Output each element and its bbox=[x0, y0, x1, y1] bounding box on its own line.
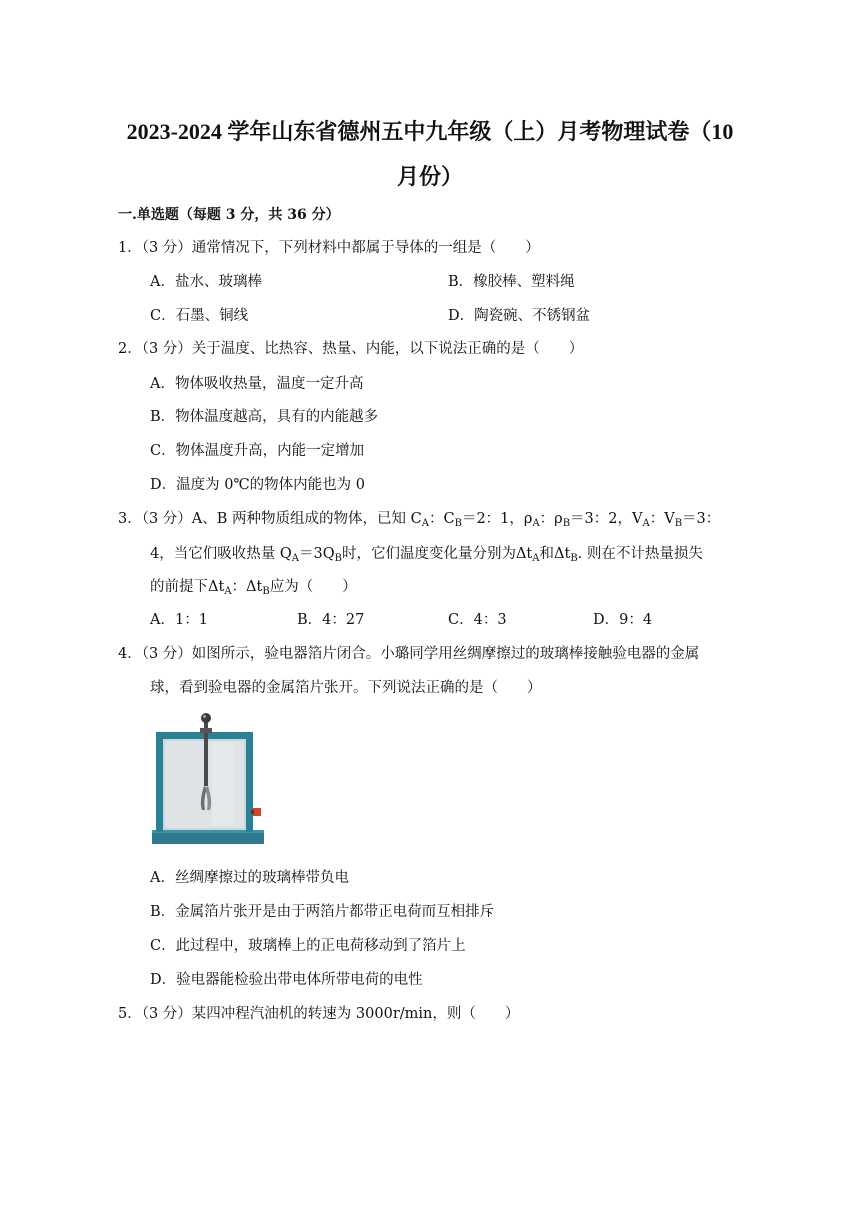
q3-option-a: A．1：1 bbox=[150, 612, 208, 628]
q4-option-a: A．丝绸摩擦过的玻璃棒带负电 bbox=[150, 870, 349, 886]
q3-stem-line3: 的前提下$\Delta t_A$：$\Delta t_B$应为（ ） bbox=[150, 579, 357, 597]
q3-stem-line1: 3．（3 分）A、B 两种物质组成的物体，已知 $C_A$：$C_B=2$：1，$\rho_A$：$\rho_B=3$：2，$V_A$：$V_B=3$： bbox=[118, 511, 721, 529]
exam-title-line1: 2023-2024 学年山东省德州五中九年级（上）月考物理试卷（10 bbox=[126, 119, 734, 144]
q4-stem-line2: 球，看到验电器的金属箔片张开。下列说法正确的是（ ） bbox=[150, 680, 542, 696]
q4-option-c: C．此过程中，玻璃棒上的正电荷移动到了箔片上 bbox=[150, 938, 466, 954]
q4-option-b: B．金属箔片张开是由于两箔片都带正电荷而互相排斥 bbox=[150, 904, 495, 920]
q3-stem-line2: 4，当它们吸收热量 $Q_A=3Q_B$时，它们温度变化量分别为$\Delta t_A$和$\Delta t_B$. 则在不计热量损失 bbox=[150, 546, 703, 564]
q2-option-b: B．物体温度越高，具有的内能越多 bbox=[150, 409, 379, 425]
q3-option-c: C．4：3 bbox=[448, 612, 507, 628]
q1-stem: 1．（3 分）通常情况下，下列材料中都属于导体的一组是（ ） bbox=[118, 240, 540, 256]
exam-title-line2: 月份） bbox=[396, 164, 463, 189]
q2-stem: 2．（3 分）关于温度、比热容、热量、内能，以下说法正确的是（ ） bbox=[118, 341, 584, 357]
electroscope-figure bbox=[152, 712, 264, 845]
q1-option-d: D．陶瓷碗、不锈钢盆 bbox=[448, 308, 591, 324]
q2-option-c: C．物体温度升高，内能一定增加 bbox=[150, 443, 365, 459]
q1-option-c: C．石墨、铜线 bbox=[150, 308, 249, 324]
q3-option-b: B．4：27 bbox=[297, 612, 365, 628]
q1-option-b: B．橡胶棒、塑料绳 bbox=[448, 274, 575, 290]
q1-option-a: A．盐水、玻璃棒 bbox=[150, 274, 262, 290]
q3-option-d: D．9：4 bbox=[593, 612, 653, 628]
q4-stem-line1: 4．（3 分）如图所示，验电器箔片闭合。小璐同学用丝绸摩擦过的玻璃棒接触验电器的金属 bbox=[118, 646, 700, 662]
q2-option-d: D．温度为 0℃的物体内能也为 0 bbox=[150, 477, 366, 493]
q4-option-d: D．验电器能检验出带电体所带电荷的电性 bbox=[150, 972, 423, 988]
q5-stem: 5．（3 分）某四冲程汽油机的转速为 3000r/min，则（ ） bbox=[118, 1006, 520, 1022]
section-heading: 一.单选题（每题 3 分，共 36 分） bbox=[118, 207, 340, 223]
q2-option-a: A．物体吸收热量，温度一定升高 bbox=[150, 376, 364, 392]
